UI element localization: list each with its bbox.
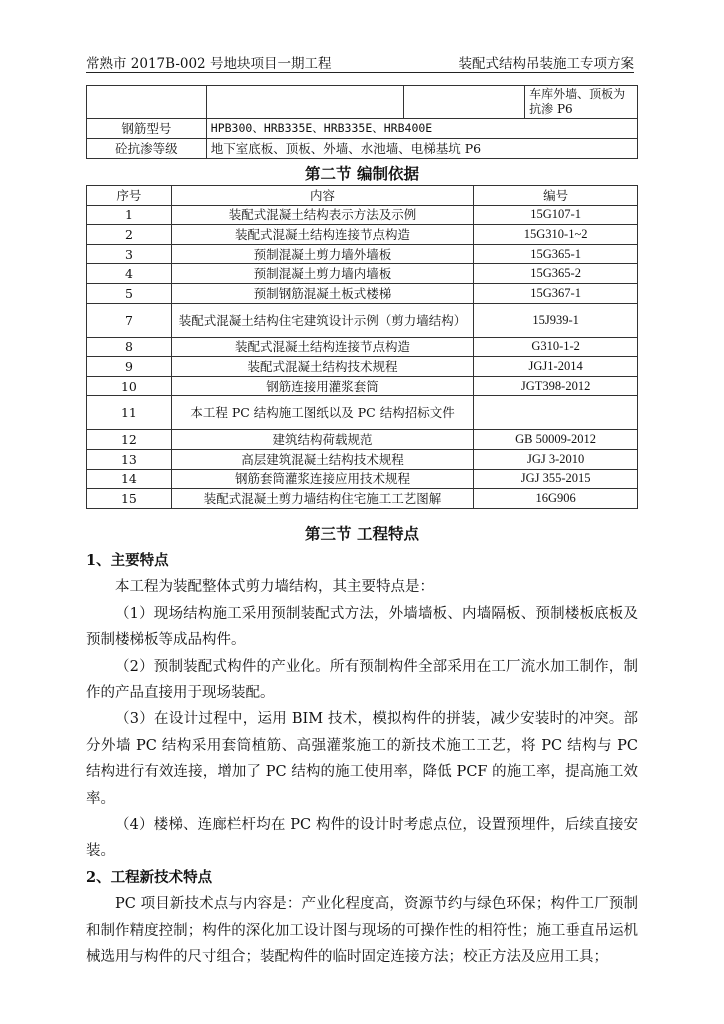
cell-content: 钢筋套筒灌浆连接应用技术规程: [171, 469, 473, 489]
section-2-title: 第二节 编制依据: [305, 164, 419, 183]
cell-content: 装配式混凝土结构连接节点构造: [171, 337, 473, 357]
paragraph-intro: 本工程为装配整体式剪力墙结构，其主要特点是：: [115, 579, 434, 596]
cell-no: 2: [87, 225, 172, 245]
cell-content: 装配式混凝土剪力墙结构住宅施工工艺图解: [171, 489, 473, 509]
cell-no: 14: [87, 469, 172, 489]
cell-no: 5: [87, 283, 172, 303]
page-header: [86, 50, 634, 73]
cell-content: 本工程 PC 结构施工图纸以及 PC 结构招标文件: [171, 396, 473, 430]
cell-no: 1: [87, 205, 172, 225]
basis-table: [86, 185, 638, 509]
table-row: [87, 283, 638, 303]
col-header-code: 编号: [474, 186, 638, 206]
table-row: [87, 225, 638, 245]
table-row: [87, 303, 638, 337]
table-row: [87, 119, 638, 139]
table-row: [87, 264, 638, 284]
section-3-body: [86, 548, 638, 971]
cell-content: 预制钢筋混凝土板式楼梯: [171, 283, 473, 303]
cell-no: 13: [87, 449, 172, 469]
subheading-main-features: 1、主要特点: [86, 552, 169, 569]
impermeability-label: 砼抗渗等级: [87, 139, 207, 159]
cell-content: 预制混凝土剪力墙外墙板: [171, 244, 473, 264]
cell-code: 15G310-1~2: [474, 225, 638, 245]
cell-code: 15J939-1: [474, 303, 638, 337]
cell-content: 高层建筑混凝土结构技术规程: [171, 449, 473, 469]
table-cell: [206, 86, 404, 119]
cell-content: 建筑结构荷载规范: [171, 430, 473, 450]
cell-no: 8: [87, 337, 172, 357]
table-row: [87, 376, 638, 396]
paragraph-new-tech: PC 项目新技术点与内容是：产业化程度高，资源节约与绿色环保；构件工厂预制和制作精度控制；构件的深化加工设计图与现场的可操作性的相符性；施工垂直吊运机械选用与构件的尺寸组合；装配构件的临时固定连接方法；校正方法及应用工具；: [86, 896, 638, 966]
cell-no: 4: [87, 264, 172, 284]
cell-code: GB 50009-2012: [474, 430, 638, 450]
col-header-content: 内容: [171, 186, 473, 206]
table-row: [87, 244, 638, 264]
table-row: [87, 337, 638, 357]
material-table: [86, 85, 638, 159]
table-row: [87, 139, 638, 159]
table-row: [87, 449, 638, 469]
cell-no: 9: [87, 357, 172, 377]
subheading-new-tech: 2、工程新技术特点: [86, 868, 213, 886]
cell-code: 15G365-2: [474, 264, 638, 284]
document-title: 装配式结构吊装施工专项方案: [458, 56, 634, 72]
table-row: [87, 396, 638, 430]
cell-code: 15G365-1: [474, 244, 638, 264]
cell-content: 预制混凝土剪力墙内墙板: [171, 264, 473, 284]
project-name: 常熟市 2017B-002 号地块项目一期工程: [86, 56, 332, 72]
paragraph-feature-3: （3）在设计过程中，运用 BIM 技术，模拟构件的拼装，减少安装时的冲突。部分外墙 PC 结构采用套筒植筋、高强灌浆施工的新技术施工工艺，将 PC 结构与 PC 结构进行有效连接，增加了 PC 结构的施工使用率，降低 PCF 的施工率，提高施工效率。: [86, 711, 638, 807]
table-row: [87, 86, 638, 119]
cell-code: 15G107-1: [474, 205, 638, 225]
table-row: [87, 489, 638, 509]
cell-no: 3: [87, 244, 172, 264]
paragraph-feature-1: （1）现场结构施工采用预制装配式方法，外墙墙板、内墙隔板、预制楼板底板及预制楼梯板等成品构件。: [86, 605, 638, 649]
cell-no: 7: [87, 303, 172, 337]
cell-code: JGJ 3-2010: [474, 449, 638, 469]
cell-code: JGJ1-2014: [474, 357, 638, 377]
cell-code: G310-1-2: [474, 337, 638, 357]
table-cell: [87, 86, 207, 119]
cell-code: [474, 396, 638, 430]
cell-content: 装配式混凝土结构表示方法及示例: [171, 205, 473, 225]
table-row: [87, 469, 638, 489]
cell-content: 钢筋连接用灌浆套筒: [171, 376, 473, 396]
table-row: [87, 430, 638, 450]
cell-content: 装配式混凝土结构连接节点构造: [171, 225, 473, 245]
cell-no: 11: [87, 396, 172, 430]
table-row: [87, 357, 638, 377]
cell-no: 10: [87, 376, 172, 396]
cell-code: JGJ 355-2015: [474, 469, 638, 489]
rebar-type-label: 钢筋型号: [87, 119, 207, 139]
impermeability-value: 地下室底板、顶板、外墙、水池墙、电梯基坑 P6: [206, 139, 637, 159]
cell-code: 16G906: [474, 489, 638, 509]
cell-content: 装配式混凝土结构住宅建筑设计示例（剪力墙结构）: [171, 303, 473, 337]
table-cell: [404, 86, 525, 119]
rebar-type-value: HPB300、HRB335E、HRB335E、HRB400E: [206, 119, 637, 139]
paragraph-feature-2: （2）预制装配式构件的产业化。所有预制构件全部采用在工厂流水加工制作，制作的产品直接用于现场装配。: [86, 658, 638, 702]
cell-no: 15: [87, 489, 172, 509]
cell-code: 15G367-1: [474, 283, 638, 303]
table-cell: 车库外墙、顶板为抗渗 P6: [525, 86, 638, 119]
section-3-title: 第三节 工程特点: [305, 524, 419, 543]
cell-no: 12: [87, 430, 172, 450]
col-header-no: 序号: [87, 186, 172, 206]
cell-code: JGT398-2012: [474, 376, 638, 396]
table-row: [87, 205, 638, 225]
cell-content: 装配式混凝土结构技术规程: [171, 357, 473, 377]
paragraph-feature-4: （4）楼梯、连廊栏杆均在 PC 构件的设计时考虑点位，设置预埋件，后续直接安装。: [86, 817, 638, 860]
table-header-row: [87, 186, 638, 206]
